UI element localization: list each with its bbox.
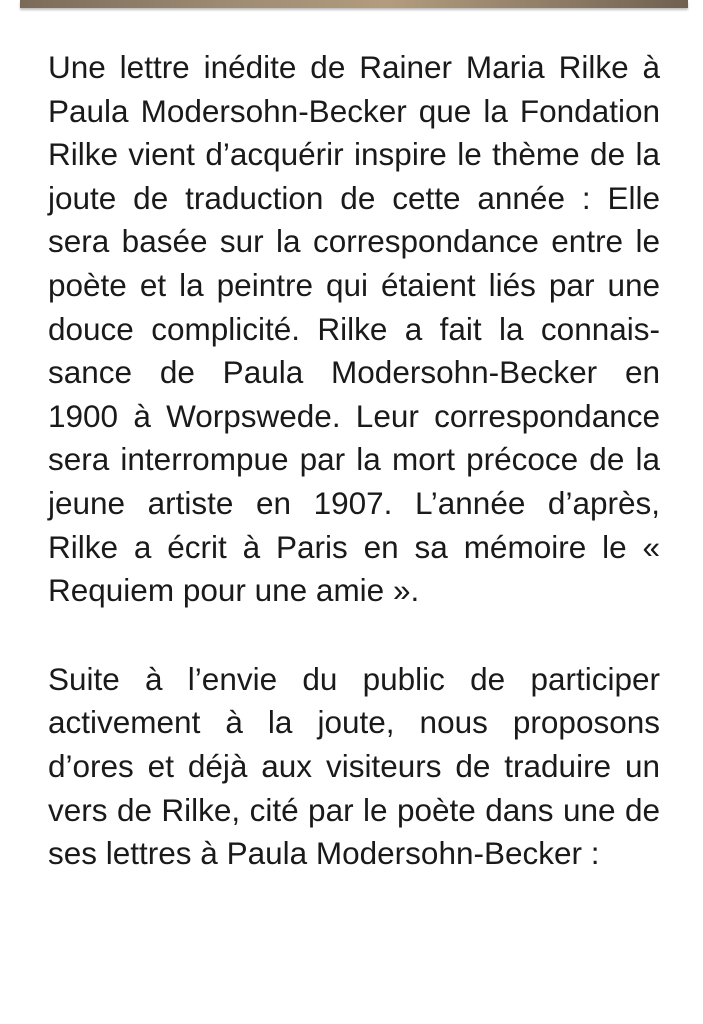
article-body — [48, 46, 660, 876]
paragraph-public-participation: Suite à l’envie du public de participer activement à la joute, nous proposons d’ores et déjà aux visiteurs de traduire un vers de Rilke, cité par le poète dans une de ses lettres à Paula Modersohn-Becker : — [48, 660, 660, 872]
top-image-edge — [20, 0, 688, 8]
paragraph-intro: Une lettre inédite de Rainer Maria Rilke à Paula Modersohn-Becker que la Fondation Rilke vient d’acquérir inspire le thème de la joute de traduction de cette année : Elle sera basée sur la correspondance entre le poète et la peintre qui étaient liés par une douce complicité. Rilke a fait la connaissance de Paula Modersohn-Becker en 1900 à Worpswede. Leur correspondance sera interrompue par la mort précoce de la jeune artiste en 1907. L’année d’après, Rilke a écrit à Paris en sa mémoire le « Requiem pour une amie ». — [48, 49, 660, 609]
